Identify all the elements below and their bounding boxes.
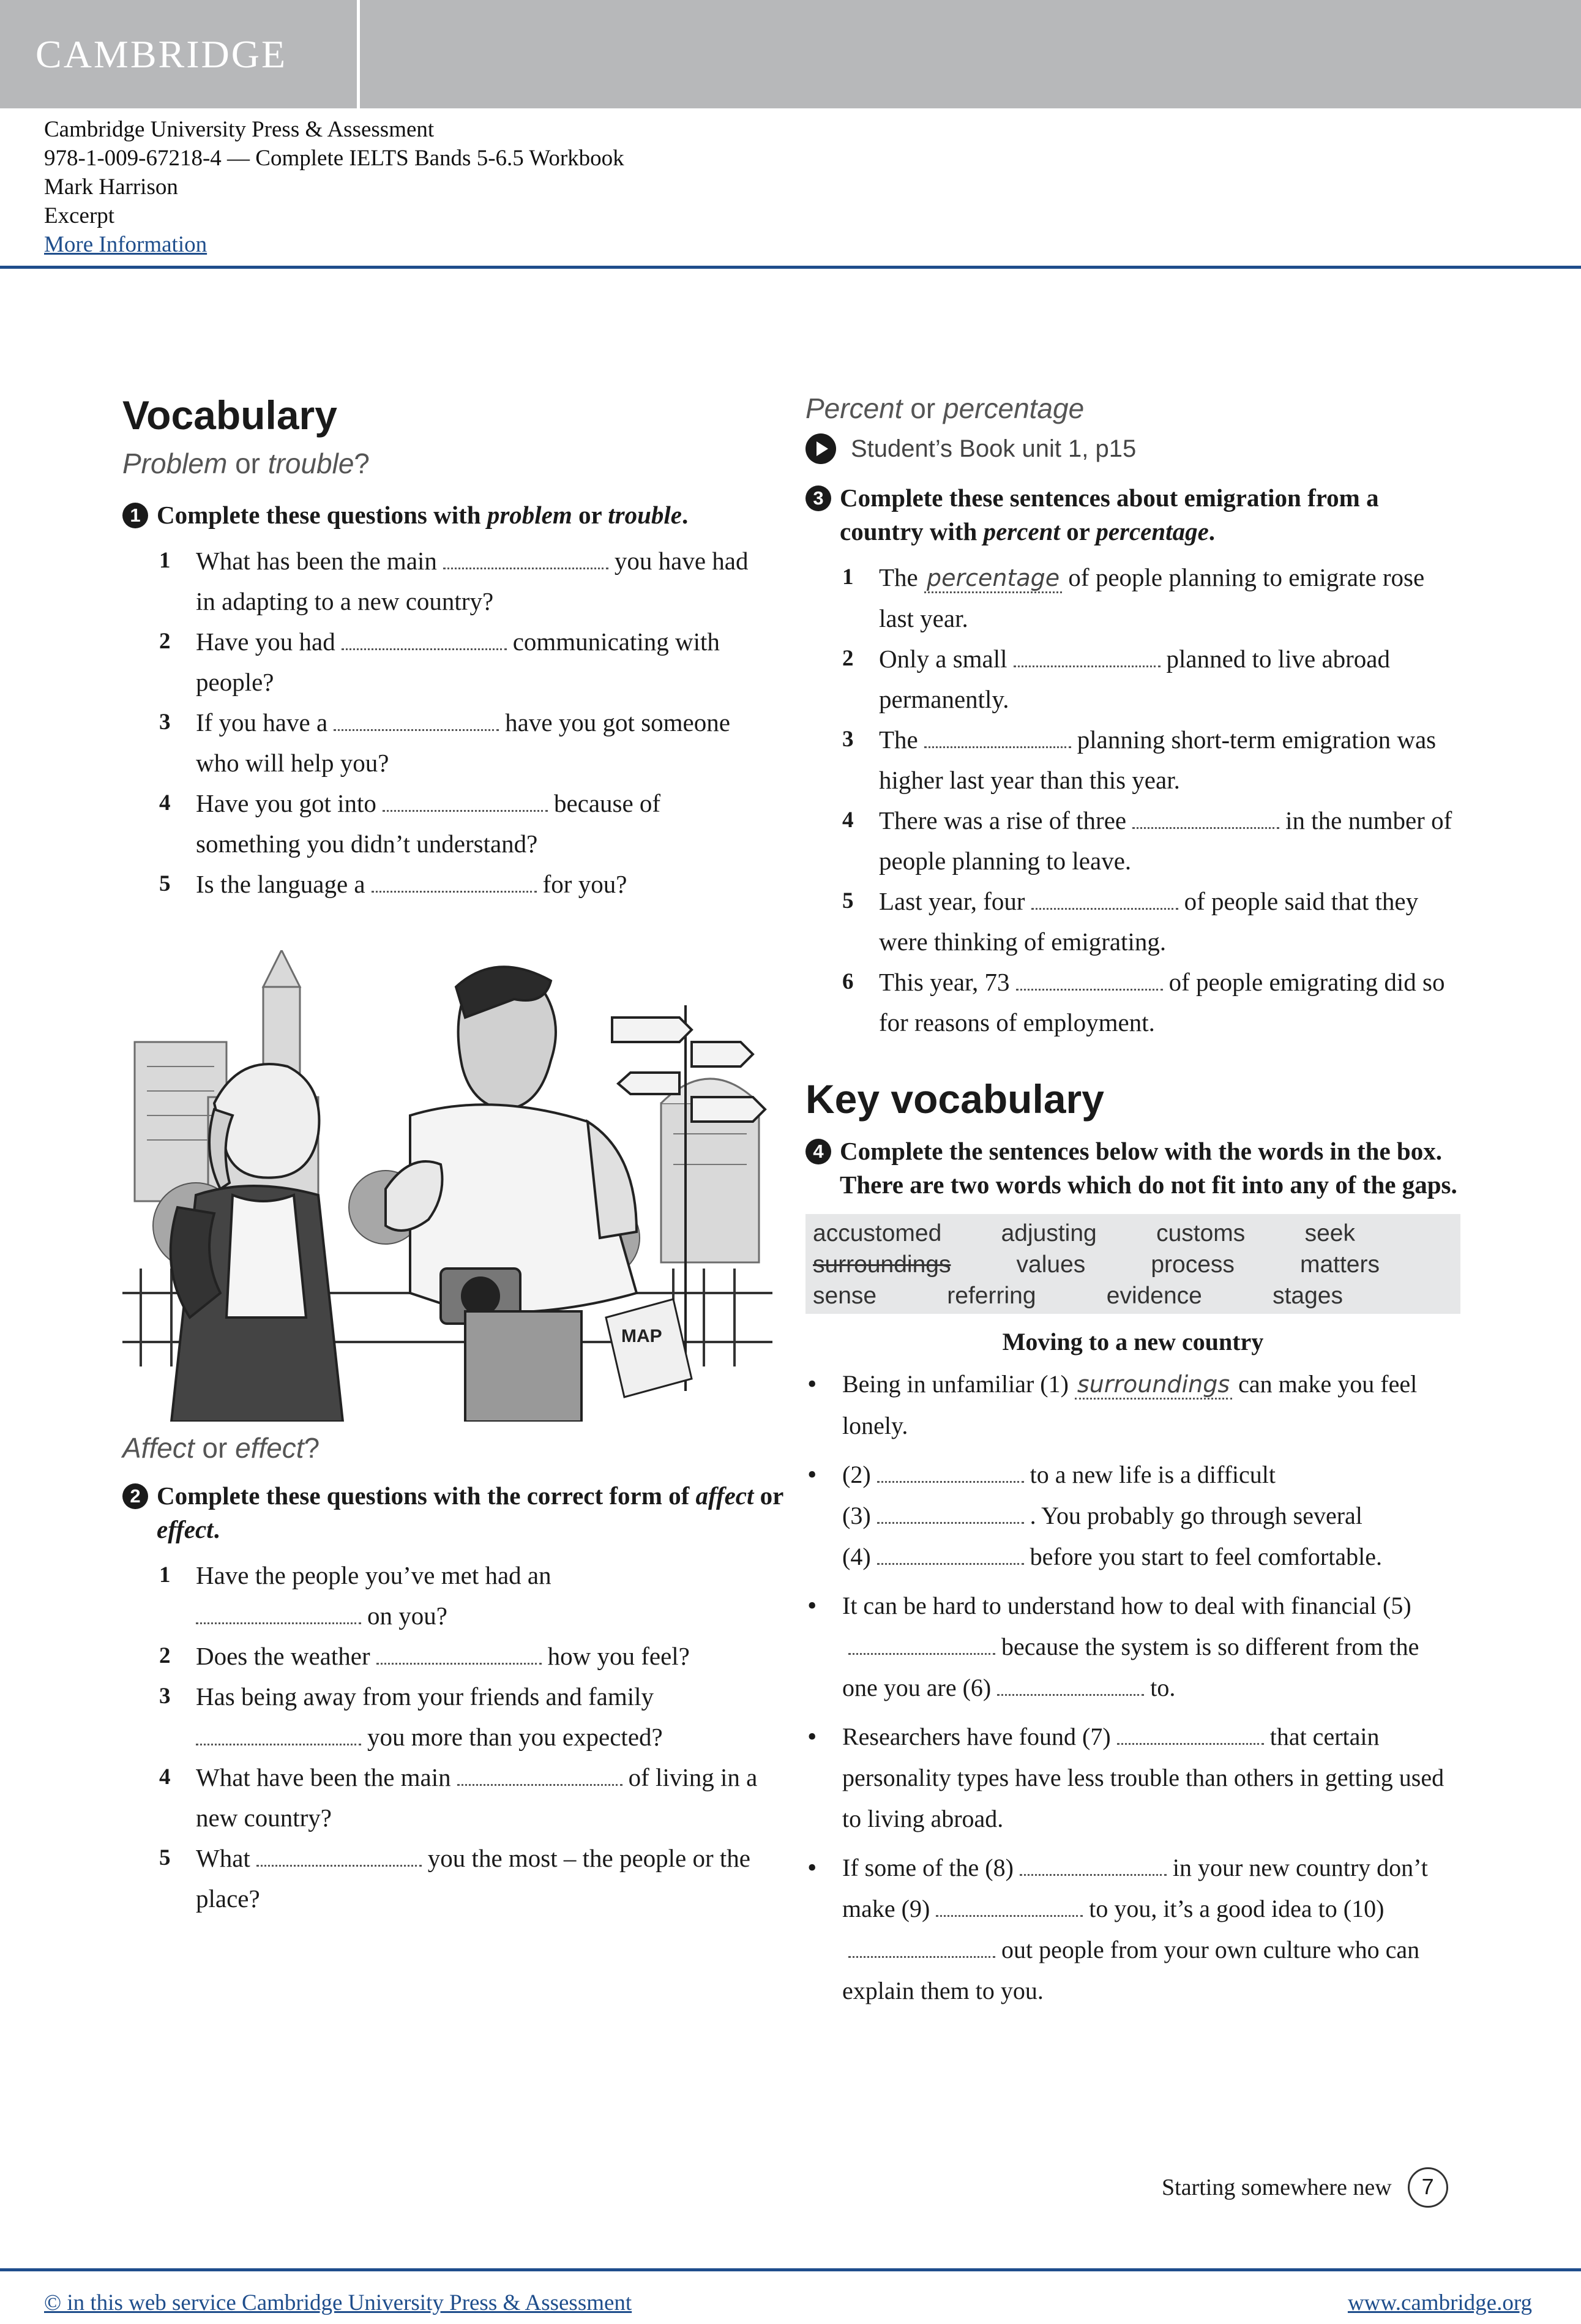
answer-blank[interactable] <box>877 1518 1024 1524</box>
question-text: of people said that they were thinking of emigrating. <box>879 887 1419 956</box>
question-number: 5 <box>159 871 171 896</box>
more-information-link[interactable]: More Information <box>44 232 207 257</box>
word-option: seek <box>1304 1220 1355 1246</box>
subhead-word: Problem <box>122 448 228 479</box>
subhead-punct: ? <box>304 1432 320 1464</box>
paragraph-text: . You probably go through several <box>1030 1502 1362 1529</box>
answer-blank[interactable] <box>1020 1870 1167 1876</box>
question-item <box>122 864 771 904</box>
task-1-questions <box>122 541 771 904</box>
question-text: communicating with people? <box>196 628 720 696</box>
question-text: The <box>879 563 918 591</box>
header-divider <box>0 266 1581 269</box>
paragraph-text: It can be hard to understand how to deal with financial (5) <box>842 1592 1411 1619</box>
paragraph-text: to a new life is a difficult <box>1030 1461 1276 1488</box>
subhead-word: effect <box>235 1432 304 1464</box>
instruction-word: trouble <box>608 501 682 529</box>
paragraph-text: Researchers have found (7) <box>842 1723 1111 1750</box>
question-number: 4 <box>842 808 854 833</box>
question-item <box>805 557 1460 639</box>
answer-blank[interactable] <box>196 1740 361 1745</box>
word-box-row <box>813 1249 1453 1280</box>
author: Mark Harrison <box>44 174 178 200</box>
subhead-word: Percent <box>805 392 903 424</box>
question-text: The <box>879 725 918 754</box>
question-number: 1 <box>159 1562 171 1587</box>
answer-blank[interactable] <box>877 1477 1024 1483</box>
answer-blank[interactable] <box>936 1911 1083 1917</box>
task-number-badge: 2 <box>122 1483 148 1509</box>
question-text: because of something you didn’t understand? <box>196 789 661 858</box>
answer-blank[interactable] <box>1132 823 1279 829</box>
instruction-text: Complete these sentences about emigration from a country with <box>840 484 1379 545</box>
task-2-instruction <box>122 1479 805 1546</box>
book-metadata <box>44 115 624 259</box>
question-text: you have had in adapting to a new country? <box>196 547 749 615</box>
task-4-instruction <box>805 1134 1460 1202</box>
answer-blank[interactable] <box>1014 662 1161 667</box>
question-text: planned to live abroad permanently. <box>879 645 1390 713</box>
subhead-word: trouble <box>267 448 354 479</box>
question-number: 5 <box>159 1845 171 1870</box>
word-option: stages <box>1273 1283 1343 1309</box>
question-text: you more than you expected? <box>367 1723 663 1751</box>
question-number: 4 <box>159 1764 171 1790</box>
question-text: you the most – the people or the place? <box>196 1844 750 1913</box>
paragraph-text: (4) <box>842 1543 871 1570</box>
question-item <box>805 800 1460 881</box>
question-item <box>805 962 1460 1043</box>
question-text: Have you got into <box>196 789 376 817</box>
cambridge-logo: CAMBRIDGE <box>36 32 288 76</box>
publisher: Cambridge University Press & Assessment <box>44 117 435 142</box>
subhead-or: or <box>227 448 268 479</box>
question-item <box>122 1555 771 1636</box>
left-column-lower <box>122 1431 783 1919</box>
word-option: matters <box>1299 1251 1380 1278</box>
question-text: for you? <box>542 870 627 898</box>
question-text: Is the language a <box>196 870 365 898</box>
instruction-text: Complete these questions with the correct form of <box>157 1482 696 1510</box>
question-text: Only a small <box>879 645 1007 673</box>
excerpt-label: Excerpt <box>44 203 115 228</box>
paragraph-text: can make you feel lonely. <box>842 1370 1418 1439</box>
answer-blank[interactable] <box>848 1649 995 1655</box>
question-item <box>805 639 1460 719</box>
map-label: MAP <box>621 1326 662 1346</box>
unit-title: Starting somewhere new <box>1162 2175 1392 2200</box>
task-number-badge: 3 <box>805 485 831 511</box>
question-text: how you feel? <box>547 1642 690 1670</box>
subhead-punct: ? <box>354 448 370 479</box>
key-vocabulary-heading: Key vocabulary <box>805 1076 1104 1122</box>
answer-blank[interactable] <box>877 1559 1024 1565</box>
paragraph-text: in your new country don’t make (9) <box>842 1854 1428 1922</box>
answer-blank[interactable] <box>334 725 499 731</box>
paragraph-text: If some of the (8) <box>842 1854 1014 1881</box>
task-3-instruction <box>805 481 1460 549</box>
question-text: There was a rise of three <box>879 806 1127 834</box>
question-number: 6 <box>842 969 854 994</box>
task-1-instruction <box>122 498 783 532</box>
reference-text: Student’s Book unit 1, p15 <box>851 435 1137 462</box>
word-option: customs <box>1156 1220 1246 1246</box>
affect-effect-subhead <box>122 1431 783 1464</box>
instruction-text: Complete these questions with <box>157 501 487 529</box>
answer-blank[interactable] <box>924 743 1071 748</box>
instruction-text: or <box>1060 517 1096 545</box>
question-text: What <box>196 1844 250 1872</box>
word-option-used: surroundings <box>813 1251 951 1278</box>
instruction-word: affect <box>695 1482 754 1510</box>
task-number-badge: 4 <box>805 1139 831 1164</box>
question-number: 4 <box>159 790 171 815</box>
students-book-reference <box>805 433 1460 464</box>
question-text: What have been the main <box>196 1763 451 1791</box>
question-number: 3 <box>842 727 854 752</box>
word-option: accustomed <box>813 1220 942 1246</box>
example-answer: percentage <box>924 564 1062 593</box>
subhead-word: percentage <box>943 392 1085 424</box>
gap-fill-paragraph <box>805 1585 1460 1708</box>
word-option: process <box>1151 1251 1235 1278</box>
question-item <box>805 719 1460 800</box>
header-bar <box>0 0 1581 108</box>
paragraph-text: to you, it’s a good idea to (10) <box>1089 1895 1385 1922</box>
paragraph-text: (3) <box>842 1502 871 1529</box>
question-text: planning short-term emigration was higher last year than this year. <box>879 725 1437 794</box>
page-number: 7 <box>1408 2167 1448 2208</box>
instruction-word: percentage <box>1096 517 1209 545</box>
illustration-svg <box>122 950 772 1422</box>
play-arrow-icon <box>805 433 836 464</box>
answer-blank[interactable] <box>997 1690 1144 1696</box>
illustration-travellers <box>122 950 772 1422</box>
task-number-badge: 1 <box>122 503 148 528</box>
task-2-questions <box>122 1555 771 1919</box>
page-footer-unit <box>1162 2167 1448 2208</box>
subhead-word: Affect <box>122 1432 195 1464</box>
instruction-text: . <box>213 1515 220 1543</box>
question-item <box>122 541 771 621</box>
paragraph-text: before you start to feel comfortable. <box>1030 1543 1382 1570</box>
question-number: 2 <box>159 1643 171 1668</box>
answer-blank[interactable] <box>383 806 548 812</box>
question-text: of people planning to emigrate rose last year. <box>879 563 1425 632</box>
answer-blank[interactable] <box>848 1952 995 1958</box>
right-column <box>805 392 1460 2019</box>
cambridge-website-link[interactable]: www.cambridge.org <box>1347 2290 1532 2315</box>
question-number: 3 <box>159 710 171 735</box>
question-number: 5 <box>842 888 854 913</box>
answer-blank[interactable] <box>1016 985 1163 991</box>
instruction-word: problem <box>487 501 572 529</box>
question-item <box>122 702 771 783</box>
example-answer: surroundings <box>1075 1371 1232 1400</box>
task-3-sentences <box>805 557 1460 1043</box>
gap-fill-paragraph <box>805 1363 1460 1446</box>
word-option: evidence <box>1106 1283 1202 1309</box>
gap-fill-paragraph <box>805 1847 1460 2011</box>
question-number: 3 <box>159 1684 171 1709</box>
subhead-or: or <box>194 1432 236 1464</box>
answer-blank[interactable] <box>1117 1739 1264 1745</box>
vocabulary-heading: Vocabulary <box>122 392 337 438</box>
paragraph-text: out people from your own culture who can explain them to you. <box>842 1936 1420 2004</box>
subhead-or: or <box>902 392 943 424</box>
question-text: Has being away from your friends and family <box>196 1682 654 1711</box>
instruction-text: . <box>681 501 689 529</box>
isbn-title: 978-1-009-67218-4 — Complete IELTS Bands 5-6.5 Workbook <box>44 146 624 171</box>
copyright-link[interactable]: © in this web service Cambridge University Press & Assessment <box>44 2290 632 2315</box>
instruction-text: . <box>1208 517 1216 545</box>
question-number: 1 <box>159 548 171 573</box>
question-text: If you have a <box>196 708 328 737</box>
text-title: Moving to a new country <box>1002 1328 1264 1355</box>
question-number: 2 <box>159 629 171 654</box>
paragraph-text: to. <box>1150 1674 1176 1701</box>
question-text: have you got someone who will help you? <box>196 708 730 777</box>
instruction-word: effect <box>157 1515 214 1543</box>
paragraph-text: that certain personality types have less trouble than others in getting used to living abroad. <box>842 1723 1445 1832</box>
word-option: values <box>1016 1251 1086 1278</box>
word-box <box>805 1214 1460 1314</box>
word-option: sense <box>813 1283 877 1309</box>
question-text: of living in a new country? <box>196 1763 758 1832</box>
question-text: of people emigrating did so for reasons of employment. <box>879 968 1445 1036</box>
question-text: Have you had <box>196 628 335 656</box>
question-number: 2 <box>842 646 854 671</box>
question-text: Have the people you’ve met had an <box>196 1561 551 1589</box>
question-text: This year, 73 <box>879 968 1010 996</box>
word-option: referring <box>947 1283 1036 1309</box>
instruction-text: Complete the sentences below with the words in the box. There are two words which do not fit into any of the gaps. <box>840 1137 1457 1199</box>
question-item <box>122 1636 771 1676</box>
logo-box <box>0 0 360 108</box>
question-item <box>122 1838 771 1919</box>
answer-blank[interactable] <box>376 1659 542 1665</box>
question-text: in the number of people planning to leave. <box>879 806 1452 875</box>
word-box-row <box>813 1218 1453 1249</box>
percent-percentage-subhead <box>805 392 1460 425</box>
word-option: adjusting <box>1001 1220 1097 1246</box>
answer-blank[interactable] <box>1031 904 1178 910</box>
answer-blank[interactable] <box>256 1861 422 1867</box>
paragraph-text: (2) <box>842 1461 871 1488</box>
left-column <box>122 392 783 904</box>
question-text: What has been the main <box>196 547 437 575</box>
answer-blank[interactable] <box>457 1780 622 1786</box>
question-text: on you? <box>367 1602 447 1630</box>
answer-blank[interactable] <box>443 564 608 569</box>
instruction-word: percent <box>983 517 1060 545</box>
instruction-text: or <box>572 501 608 529</box>
question-number: 1 <box>842 564 854 590</box>
gap-fill-text <box>805 1363 1460 2011</box>
question-item <box>122 1676 771 1757</box>
answer-blank[interactable] <box>196 1619 361 1624</box>
question-item <box>805 881 1460 962</box>
question-item <box>122 783 771 864</box>
paragraph-text: because the system is so different from the one you are (6) <box>842 1633 1419 1701</box>
question-item <box>122 1757 771 1838</box>
footer-divider <box>0 2268 1581 2271</box>
problem-trouble-subhead <box>122 447 783 480</box>
gap-fill-paragraph <box>805 1454 1460 1577</box>
answer-blank[interactable] <box>372 887 537 893</box>
instruction-text: or <box>753 1482 783 1510</box>
gap-fill-paragraph <box>805 1716 1460 1839</box>
answer-blank[interactable] <box>342 645 507 650</box>
word-box-row <box>813 1280 1453 1311</box>
question-text: Last year, four <box>879 887 1025 915</box>
paragraph-text: Being in unfamiliar (1) <box>842 1370 1069 1398</box>
question-item <box>122 621 771 702</box>
question-text: Does the weather <box>196 1642 370 1670</box>
